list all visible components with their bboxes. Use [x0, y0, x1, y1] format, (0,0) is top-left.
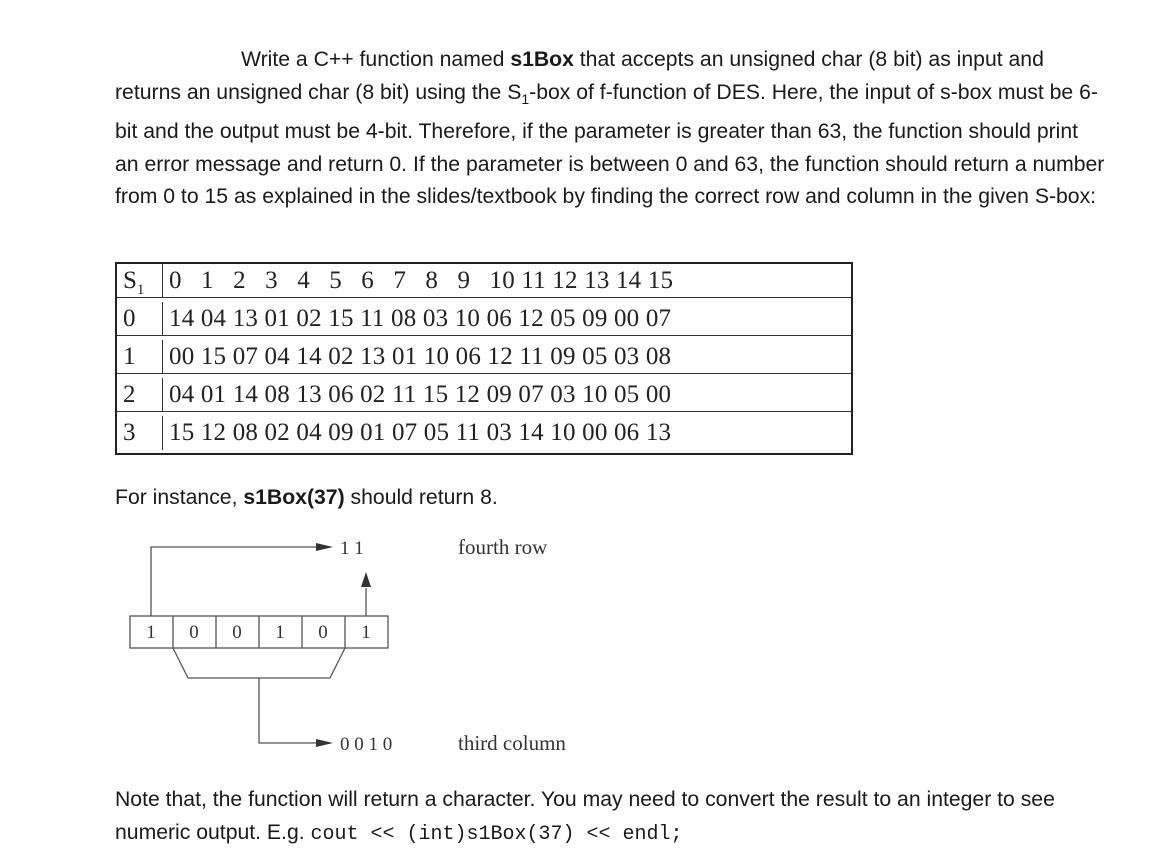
sbox-row	[117, 378, 851, 412]
bit-3: 1	[275, 622, 285, 643]
function-name: s1Box	[510, 48, 574, 71]
last-bit-arrow-icon	[361, 572, 371, 587]
column-connector	[173, 648, 345, 743]
sbox-row	[117, 340, 851, 374]
intro-text-b: that accepts an unsigned char (8 bit) as input and returns an unsigned char (8 bit) using the S	[115, 48, 1044, 104]
sbox-row	[117, 302, 851, 336]
row-label: fourth row	[458, 535, 548, 559]
bit-1: 0	[189, 622, 199, 643]
example-text-a: For instance,	[115, 486, 244, 509]
bit-0: 1	[146, 622, 156, 643]
sbox-column-headers: 0 1 2 3 4 5 6 7 8 9 10 11 12 13 14 15	[169, 267, 674, 294]
intro-text-a: Write a C++ function named	[241, 48, 511, 71]
sbox-row-values: 14 04 13 01 02 15 11 08 03 10 06 12 05 09 00 07	[169, 305, 672, 332]
example-text-b: should return 8.	[344, 486, 498, 509]
sbox-row-values: 00 15 07 04 14 02 13 01 10 06 12 11 09 05 03 08	[169, 343, 672, 370]
sbox-header-row	[117, 264, 851, 298]
problem-statement	[115, 44, 1105, 214]
row-arrow-icon	[316, 543, 333, 551]
column-label: third column	[458, 731, 566, 755]
column-bits: 0 0 1 0	[340, 734, 393, 755]
column-arrow-icon	[316, 739, 333, 747]
example-call: s1Box(37)	[243, 486, 345, 509]
sbox-row-label: 1	[117, 340, 163, 373]
note-text: Note that, the function will return a character. You may need to convert the result to an integer to see numeric output. E.g.	[115, 788, 1055, 844]
note-code: cout << (int)s1Box(37) << endl;	[310, 822, 683, 846]
sbox-table	[115, 262, 853, 455]
bit-5: 1	[361, 622, 371, 643]
sbox-subscript: 1	[521, 91, 530, 108]
example-line	[115, 482, 1105, 515]
bit-2: 0	[232, 622, 242, 643]
sbox-row-label: 2	[117, 378, 163, 411]
sbox-row-values: 04 01 14 08 13 06 02 11 15 12 09 07 03 10 05 00	[169, 381, 672, 408]
bit-4: 0	[318, 622, 328, 643]
row-connector	[151, 547, 318, 616]
bit-split-diagram	[120, 530, 640, 770]
sbox-row-values: 15 12 08 02 04 09 01 07 05 11 03 14 10 00 06 13	[169, 419, 672, 446]
intro-text-c: -box of f-function of DES. Here, the input of s-box must be 6-bit and the output must be 4-bit. Therefore, if the parameter is greater than 63, the function should print an error message and return 0. If the parameter is between 0 and 63, the function should return a number from 0 to 15 as explained in the slides/textbook by finding the correct row and column in the given S-box:	[115, 80, 1105, 209]
bit-boxes	[130, 616, 388, 648]
row-bits: 1 1	[340, 538, 364, 559]
sbox-corner: $S_1$	[117, 264, 163, 297]
sbox-row	[117, 416, 851, 450]
note-paragraph	[115, 784, 1105, 852]
sbox-row-label: 3	[117, 416, 163, 450]
sbox-row-label: 0	[117, 302, 163, 335]
